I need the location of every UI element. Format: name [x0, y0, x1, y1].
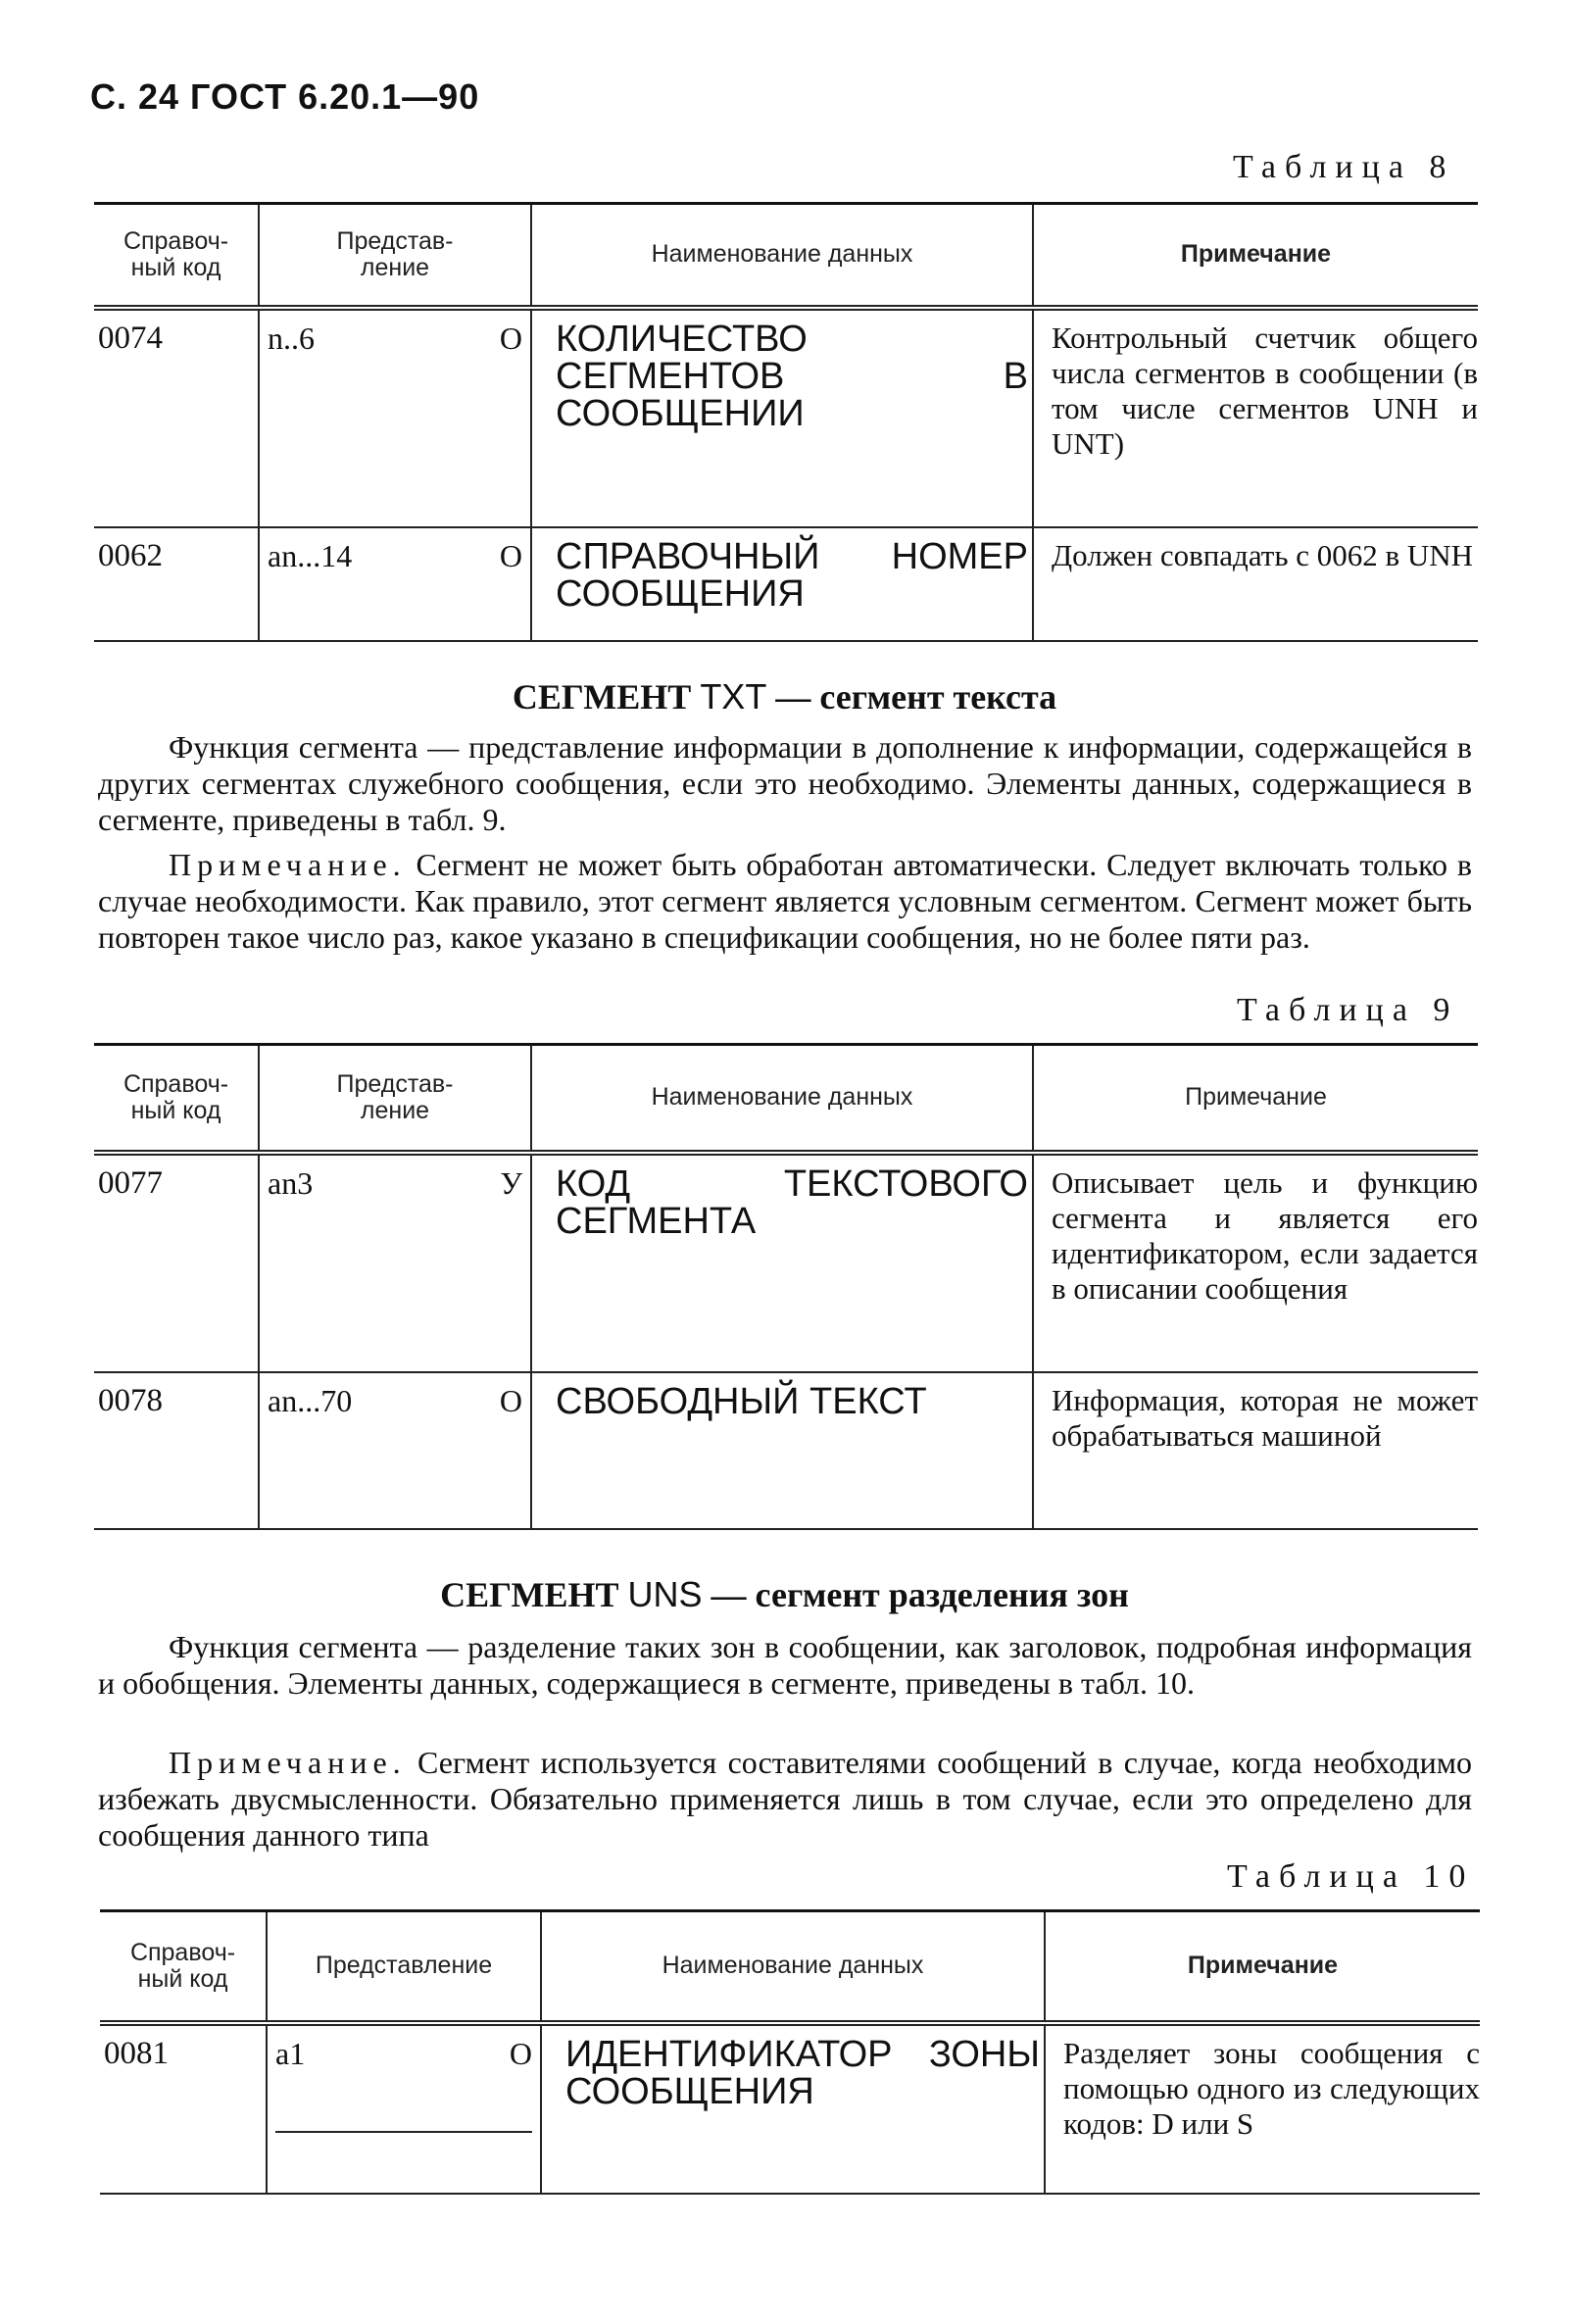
table-row	[94, 1372, 1478, 1529]
table-row	[94, 527, 1478, 641]
note-label: Примечание.	[169, 847, 407, 882]
table-row	[94, 308, 1478, 527]
table10-row1-repr	[267, 2023, 541, 2194]
table9-row1-name: КОД ТЕКСТОВОГО СЕГМЕНТА	[531, 1153, 1033, 1372]
table8-header-note: Примечание	[1033, 204, 1478, 308]
status-value: О	[499, 1382, 522, 1418]
table9-row2-name: СВОБОДНЫЙ ТЕКСТ	[531, 1372, 1033, 1529]
table10-header-code: Справоч- ный код	[100, 1911, 267, 2023]
table-row	[100, 2023, 1480, 2194]
table9-row1-repr	[259, 1153, 531, 1372]
status-value: У	[500, 1164, 522, 1201]
status-value: О	[509, 2035, 532, 2071]
table8-caption: Таблица 8	[1233, 149, 1455, 185]
table10-header-note: Примечание	[1045, 1911, 1480, 2023]
table8-row2-note: Должен совпадать с 0062 в UNH	[1033, 527, 1478, 641]
section-uns-title	[0, 1574, 1569, 1615]
table8-row2-repr	[259, 527, 531, 641]
status-value: О	[499, 537, 522, 573]
table9-header-code: Справоч- ный код	[94, 1045, 259, 1153]
table8	[94, 202, 1478, 642]
table9-row2-repr	[259, 1372, 531, 1529]
table8-row1-note: Контрольный счетчик общего числа сегментов в сообщении (в том числе сегментов UNH и UNT)	[1033, 308, 1478, 527]
table8-row2-code: 0062	[94, 527, 259, 641]
table9-header-note: Примечание	[1033, 1045, 1478, 1153]
section-txt-paragraph: Функция сегмента — представление информации в дополнение к информации, содержащейся в других сегментах служебного сообщения, если это необходимо. Элементы данных, содержащиеся в сегменте, приведены в табл. 9.	[98, 729, 1472, 837]
section-uns-note	[98, 1745, 1472, 1854]
repr-subdivider	[275, 2131, 532, 2152]
table9-caption: Таблица 9	[1237, 992, 1459, 1028]
table9-row1-note: Описывает цель и функцию сегмента и является его идентификатором, если задается в описании сообщения	[1033, 1153, 1478, 1372]
table10	[100, 1909, 1480, 2195]
table10-row1-note: Разделяет зоны сообщения с помощью одного из следующих кодов: D или S	[1045, 2023, 1480, 2194]
table9-header-repr: Представ- ление	[259, 1045, 531, 1153]
section-txt-title-seg: TXT	[700, 676, 767, 717]
table10-row1-name: ИДЕНТИФИКАТОР ЗОНЫ СООБЩЕНИЯ	[541, 2023, 1045, 2194]
section-uns-title-rest: — сегмент разделения зон	[711, 1575, 1129, 1614]
table10-row1-code: 0081	[100, 2023, 267, 2194]
note-label: Примечание.	[169, 1745, 407, 1780]
table10-caption: Таблица 10	[1227, 1858, 1475, 1895]
table9	[94, 1043, 1478, 1530]
section-txt-note	[98, 847, 1472, 956]
note-text: Сегмент не может быть обработан автоматически. Следует включать только в случае необходимости. Как правило, этот сегмент является условным сегментом. Сегмент может быть повторен такое число раз, какое указано в спецификации сообщения, но не более пяти раз.	[98, 847, 1472, 955]
section-txt-title-bold: СЕГМЕНТ	[512, 677, 692, 717]
table8-row2-name: СПРАВОЧНЫЙ НОМЕР СООБЩЕНИЯ	[531, 527, 1033, 641]
table8-header-repr: Представ- ление	[259, 204, 531, 308]
table-row	[94, 1153, 1478, 1372]
section-txt-title	[0, 676, 1569, 717]
table10-header-repr: Представление	[267, 1911, 541, 2023]
table9-row2-code: 0078	[94, 1372, 259, 1529]
table8-row1-name: КОЛИЧЕСТВО СЕГМЕНТОВ В СООБЩЕНИИ	[531, 308, 1033, 527]
repr-value: an...70	[268, 1382, 353, 1418]
table8-header-name: Наименование данных	[531, 204, 1033, 308]
status-value: О	[499, 320, 522, 356]
repr-value: n..6	[268, 320, 315, 356]
repr-value: a1	[275, 2035, 306, 2071]
note-text: Сегмент используется составителями сообщений в случае, когда необходимо избежать двусмысленности. Обязательно применяется лишь в том случае, если это определено для сообщения данного типа	[98, 1745, 1473, 1853]
section-uns-title-bold: СЕГМЕНТ	[440, 1575, 619, 1614]
section-uns-paragraph: Функция сегмента — разделение таких зон в сообщении, как заголовок, подробная информация и обобщения. Элементы данных, содержащиеся в сегменте, приведены в табл. 10.	[98, 1629, 1472, 1701]
table8-header-code: Справоч- ный код	[94, 204, 259, 308]
repr-value: an3	[268, 1164, 314, 1201]
section-txt-title-rest: — сегмент текста	[775, 677, 1057, 717]
table9-row2-note: Информация, которая не может обрабатываться машиной	[1033, 1372, 1478, 1529]
repr-value: an...14	[268, 537, 353, 573]
table8-row1-repr	[259, 308, 531, 527]
page-header: С. 24 ГОСТ 6.20.1—90	[90, 76, 480, 117]
table10-header-name: Наименование данных	[541, 1911, 1045, 2023]
table9-header-name: Наименование данных	[531, 1045, 1033, 1153]
table9-row1-code: 0077	[94, 1153, 259, 1372]
section-uns-title-seg: UNS	[627, 1574, 703, 1614]
table8-row1-code: 0074	[94, 308, 259, 527]
